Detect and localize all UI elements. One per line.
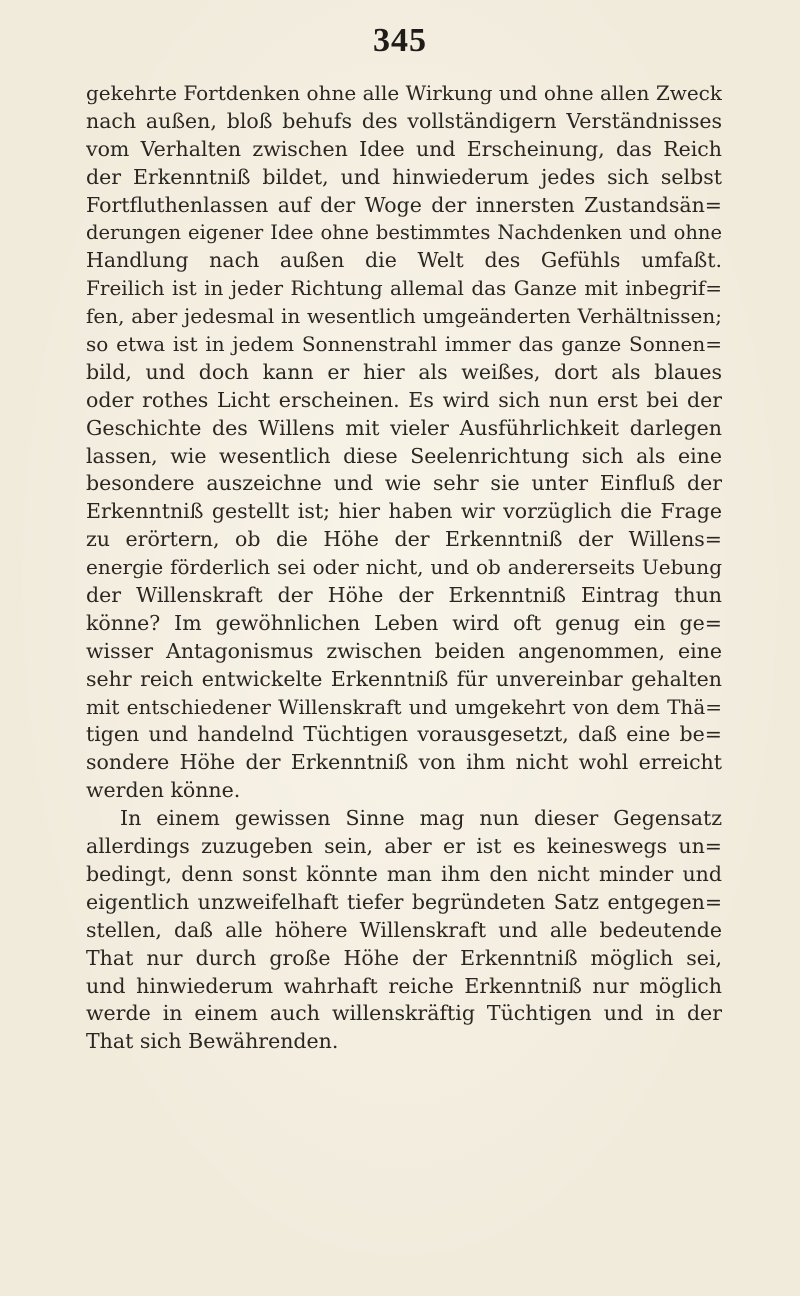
text-line: so etwa ist in jedem Sonnenstrahl immer das ganze Sonnen=	[86, 332, 722, 357]
text-line: nach außen, bloß behufs des vollständigern Verständnisses	[86, 108, 722, 133]
text-line: In einem gewissen Sinne mag nun dieser Gegensatz	[120, 806, 722, 831]
text-line: sondere Höhe der Erkenntniß von ihm nicht wohl erreicht	[86, 750, 722, 775]
text-line: besondere auszeichne und wie sehr sie unter Einfluß der	[86, 471, 722, 496]
text-line: allerdings zuzugeben sein, aber er ist es keineswegs un=	[86, 834, 722, 859]
text-line: vom Verhalten zwischen Idee und Erscheinung, das Reich	[86, 136, 722, 161]
text-line: energie förderlich sei oder nicht, und ob andererseits Uebung	[86, 555, 722, 580]
text-line: eigentlich unzweifelhaft tiefer begründeten Satz entgegen=	[86, 889, 722, 914]
text-line: derungen eigener Idee ohne bestimmtes Nachdenken und ohne	[86, 221, 722, 245]
text-line: sehr reich entwickelte Erkenntniß für unvereinbar gehalten	[86, 666, 722, 691]
text-line: Fortfluthenlassen auf der Woge der innersten Zustandsän=	[86, 192, 722, 217]
text-line: stellen, daß alle höhere Willenskraft und alle bedeutende	[86, 917, 722, 942]
text-line: mit entschiedener Willenskraft und umgekehrt von dem Thä=	[86, 694, 722, 719]
text-line: der Erkenntniß bildet, und hinwiederum jedes sich selbst	[86, 164, 722, 189]
text-line: oder rothes Licht erscheinen. Es wird sich nun erst bei der	[86, 387, 722, 412]
text-line: Geschichte des Willens mit vieler Ausführlichkeit darlegen	[86, 415, 722, 440]
text-line: Handlung nach außen die Welt des Gefühls umfaßt.	[86, 248, 722, 273]
text-line: fen, aber jedesmal in wesentlich umgeänderten Verhältnissen;	[86, 304, 722, 329]
text-line: tigen und handelnd Tüchtigen vorausgesetzt, daß eine be=	[86, 722, 722, 747]
page-number: 345	[373, 22, 427, 59]
text-line: Freilich ist in jeder Richtung allemal das Ganze mit inbegrif=	[86, 276, 722, 301]
text-line: gekehrte Fortdenken ohne alle Wirkung und ohne allen Zweck	[86, 81, 722, 105]
text-line: That sich Bewährenden.	[86, 1029, 339, 1054]
text-line: lassen, wie wesentlich diese Seelenrichtung sich als eine	[86, 443, 722, 468]
text-line: wisser Antagonismus zwischen beiden angenommen, eine	[86, 638, 722, 663]
text-line: bedingt, denn sonst könnte man ihm den nicht minder und	[86, 861, 722, 886]
text-line: Erkenntniß gestellt ist; hier haben wir vorzüglich die Frage	[86, 499, 722, 524]
text-line: werden könne.	[86, 778, 241, 803]
text-line: und hinwiederum wahrhaft reiche Erkenntniß nur möglich	[86, 973, 722, 998]
text-line: That nur durch große Höhe der Erkenntniß möglich sei,	[86, 945, 722, 970]
text-line: könne? Im gewöhnlichen Leben wird oft genug ein ge=	[86, 610, 722, 635]
text-line: werde in einem auch willenskräftig Tüchtigen und in der	[86, 1001, 722, 1026]
text-line: der Willenskraft der Höhe der Erkenntniß Eintrag thun	[86, 583, 722, 608]
text-line: zu erörtern, ob die Höhe der Erkenntniß der Willens=	[86, 527, 722, 552]
text-line: bild, und doch kann er hier als weißes, dort als blaues	[86, 359, 722, 384]
body-text	[86, 80, 722, 1056]
